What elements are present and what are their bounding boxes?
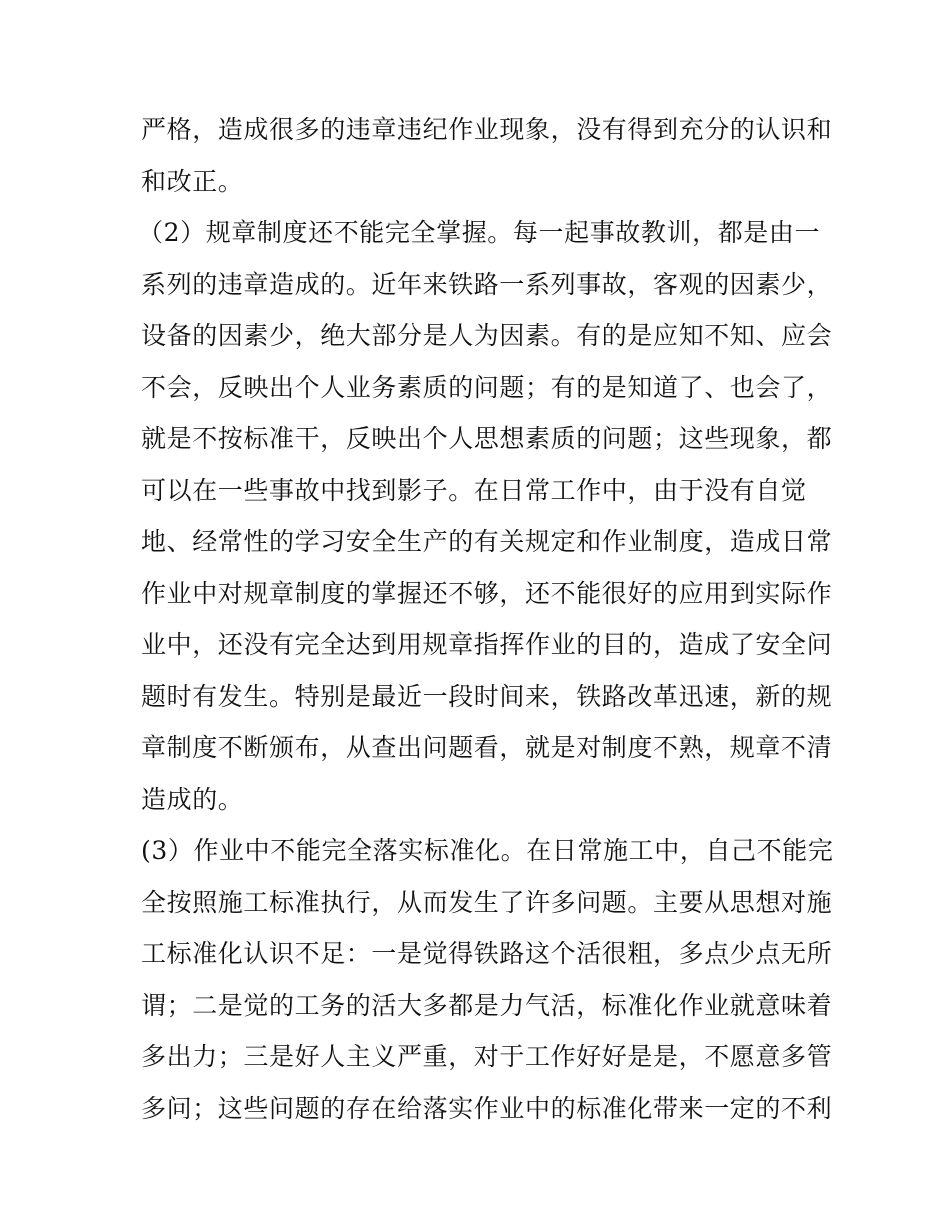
text-line-11: 业中，还没有完全达到用规章指挥作业的目的，造成了安全问 xyxy=(141,630,833,659)
text-line-15: (3）作业中不能完全落实标准化。在日常施工中，自己不能完 xyxy=(141,836,834,865)
body-text xyxy=(138,104,834,1134)
text-line-8: 可以在一些事故中找到影子。在日常工作中，由于没有自觉 xyxy=(141,475,807,505)
text-line-12: 题时有发生。特别是最近一段时间来，铁路改革迅速，新的规 xyxy=(141,681,833,711)
text-line-16: 全按照施工标准执行，从而发生了许多问题。主要从思想对施 xyxy=(141,887,833,917)
text-line-13: 章制度不断颁布，从查出问题看，就是对制度不熟，规章不清 xyxy=(141,733,833,762)
text-line-2: 和改正。 xyxy=(141,166,244,196)
text-line-9: 地、经常性的学习安全生产的有关规定和作业制度，造成日常 xyxy=(141,527,833,556)
text-line-7: 就是不按标准干，反映出个人思想素质的问题；这些现象，都 xyxy=(141,424,833,453)
text-line-14: 造成的。 xyxy=(141,784,244,814)
text-line-3: （2）规章制度还不能完全掌握。每一起事故教训，都是由一 xyxy=(138,218,821,247)
text-line-6: 不会，反映出个人业务素质的问题；有的是知道了、也会了， xyxy=(141,372,833,402)
text-line-4: 系列的违章造成的。近年来铁路一系列事故，客观的因素少， xyxy=(141,269,833,299)
text-line-18: 谓；二是觉的工务的活大多都是力气活，标准化作业就意味着 xyxy=(141,990,833,1020)
text-line-17: 工标准化认识不足：一是觉得铁路这个活很粗，多点少点无所 xyxy=(141,939,833,968)
text-line-10: 作业中对规章制度的掌握还不够，还不能很好的应用到实际作 xyxy=(141,578,833,608)
text-line-5: 设备的因素少，绝大部分是人为因素。有的是应知不知、应会 xyxy=(141,321,833,350)
text-line-19: 多出力；三是好人主义严重，对于工作好好是是，不愿意多管 xyxy=(141,1042,833,1071)
text-line-20: 多问；这些问题的存在给落实作业中的标准化带来一定的不利 xyxy=(141,1093,833,1123)
text-line-1: 严格，造成很多的违章违纪作业现象，没有得到充分的认识和 xyxy=(141,115,833,144)
